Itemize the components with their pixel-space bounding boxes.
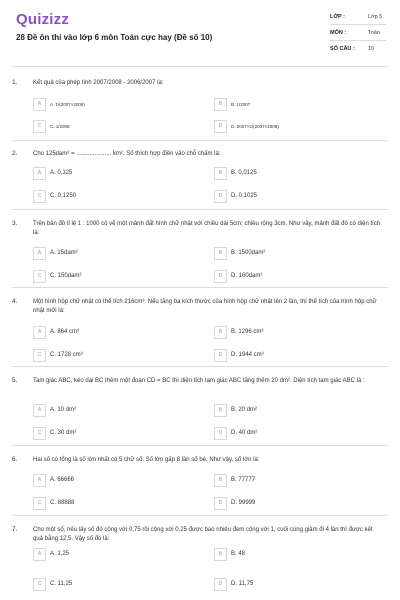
question-divider: [12, 445, 388, 446]
question-number: 4.: [12, 298, 18, 305]
meta-subject-value: Toán: [368, 30, 380, 36]
meta-grade-value: Lớp 5: [368, 14, 383, 20]
meta-divider: [330, 24, 386, 25]
question-text: Tam giác ABC, kéo dài BC thêm một đoạn CD = BC thì diện tích tam giác ABC tăng thêm 20 dm². Diện tích tam giác ABC là :: [33, 378, 365, 384]
question-number: 7.: [12, 526, 18, 533]
question-divider: [12, 366, 388, 367]
question-number: 5.: [12, 377, 18, 384]
question-number: 2.: [12, 150, 18, 157]
meta-count-label: SỐ CÂU :: [330, 46, 355, 52]
meta-count-value: 10: [368, 46, 375, 52]
question-text: Một hình hộp chữ nhật có thể tích 216cm³. Nếu tăng ba kích thước của hình hộp chữ nhật lên 2 lần, thì thể tích của hình hộp chữ nhật mới là:: [33, 299, 377, 314]
question-text: Cho 125dam² = ..................... km². Số thích hợp điền vào chỗ chấm là:: [33, 151, 221, 157]
question-divider: [12, 515, 388, 516]
question-number: 1.: [12, 79, 18, 86]
question-text: Trên bản đồ tỉ lệ 1 : 1000 có vẽ một mảnh đất hình chữ nhật với chiều dài 5cm; chiều rộng 3cm. Như vậy, mảnh đất đó có diện tích là:: [33, 221, 381, 236]
question-text: Hai số có tổng là số lớn nhất có 5 chữ số. Số lớn gấp 8 lần số bé. Như vậy, số lớn là:: [33, 457, 260, 463]
quizizz-logo: Quizizz: [16, 11, 70, 28]
question-text: Kết quả của phép tính 2007/2008 - 2006/2007 là:: [33, 80, 164, 86]
question-text: Cho một số, nếu lấy số đó cộng với 0,75 rồi cộng với 0,25 được bao nhiêu đem cộng với 1, cuối cùng giảm đi 4 lần thì được kết quả bằng 12,5. Vậy số đó là:: [33, 527, 373, 542]
question-number: 6.: [12, 456, 18, 463]
question-divider: [12, 287, 388, 288]
meta-grade-label: LỚP :: [330, 14, 345, 20]
question-number: 3.: [12, 220, 18, 227]
meta-subject-label: MÔN :: [330, 30, 347, 36]
page-title: 28 Đề ôn thi vào lớp 6 môn Toán cực hay (Đề số 10): [16, 33, 213, 42]
header-divider: [12, 66, 388, 67]
question-divider: [12, 209, 388, 210]
meta-divider: [330, 40, 386, 41]
worksheet-header: [0, 0, 400, 62]
question-divider: [12, 140, 388, 141]
